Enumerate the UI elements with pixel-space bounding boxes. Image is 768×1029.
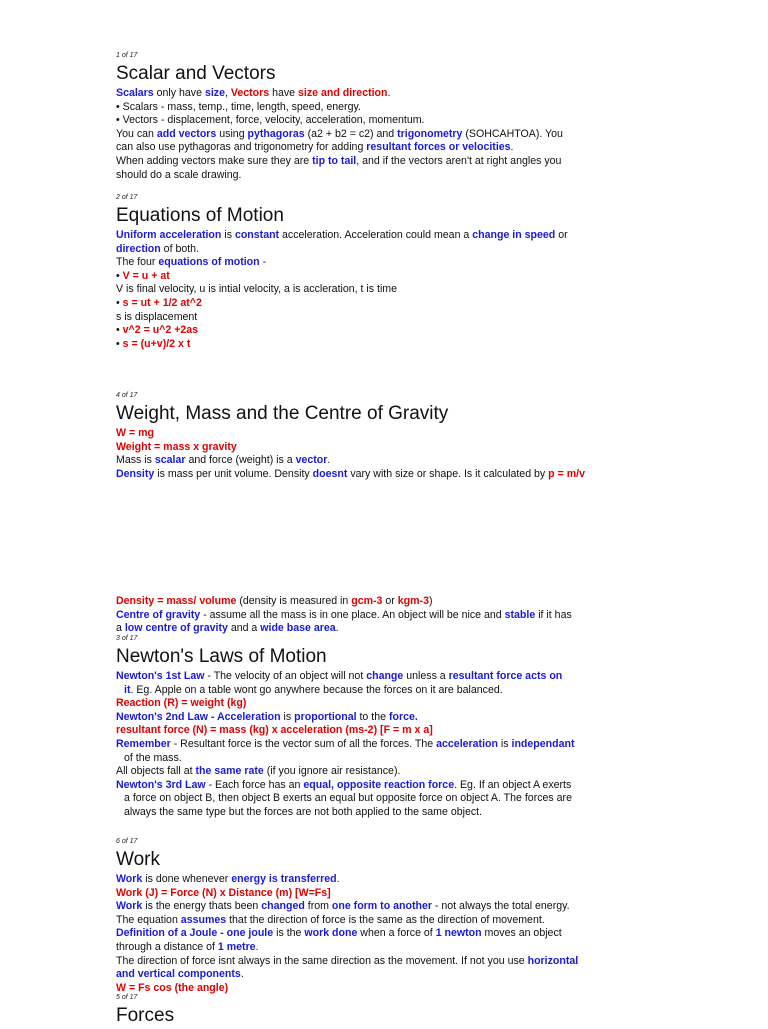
highlighted-term: Vectors	[230, 87, 270, 99]
card-title: Weight, Mass and the Centre of Gravity	[116, 403, 449, 424]
text-segment: . Eg. Apple on a table wont go anywhere because the forces on it are balanced.	[130, 683, 503, 696]
highlighted-term: Uniform acceleration	[116, 229, 222, 241]
text-line	[116, 622, 636, 636]
text-segment: of the mass.	[124, 751, 182, 764]
text-line	[116, 311, 636, 325]
highlighted-term: stable	[504, 608, 536, 621]
text-segment: (density is measured in	[236, 595, 352, 607]
text-line	[116, 684, 636, 698]
text-segment: •	[116, 269, 123, 282]
highlighted-term: Newton's 1st Law	[116, 670, 205, 682]
text-segment: - Each force has an	[205, 778, 304, 791]
highlighted-term: resultant force acts on	[448, 670, 563, 682]
highlighted-term: work done	[304, 927, 358, 940]
text-line	[116, 609, 636, 623]
text-line	[116, 338, 636, 352]
highlighted-term: Newton's 2nd Law - Acceleration	[116, 710, 281, 723]
highlighted-term: 1 newton	[435, 927, 482, 940]
highlighted-term: kgm-3	[397, 595, 429, 607]
text-segment: All objects fall at	[116, 765, 196, 778]
text-segment: acceleration. Acceleration could mean a	[279, 229, 473, 241]
text-line	[116, 427, 636, 441]
highlighted-term: one form to another	[331, 900, 432, 913]
text-segment: V is final velocity, u is intial velocity, a is accleration, t is time	[116, 283, 398, 296]
note-card	[116, 52, 636, 182]
highlighted-term: resultant force (N) = mass (kg) x acceleration (ms-2) [F = m x a]	[116, 724, 433, 737]
text-line	[116, 914, 636, 928]
text-line	[116, 324, 636, 338]
text-segment: is the	[273, 927, 305, 940]
highlighted-term: changed	[261, 900, 305, 913]
text-line	[116, 955, 636, 969]
highlighted-term: scalar	[154, 454, 186, 467]
text-segment: When adding vectors make sure they are	[116, 154, 313, 167]
text-line	[116, 101, 636, 115]
text-segment: •	[116, 296, 123, 309]
page-number: 1 of 17	[116, 52, 138, 59]
text-segment: .	[336, 873, 340, 885]
text-line	[116, 595, 636, 609]
text-segment: is	[280, 710, 295, 723]
note-card	[116, 838, 636, 995]
text-segment: - not always the total energy.	[431, 900, 570, 913]
highlighted-term: W = Fs cos (the angle)	[116, 981, 229, 994]
text-segment: unless a	[403, 670, 449, 682]
highlighted-term: Remember	[116, 737, 171, 750]
text-line	[116, 229, 636, 243]
highlighted-term: Work (J) = Force (N) x Distance (m) [W=Fs]	[116, 886, 331, 899]
highlighted-term: direction	[116, 242, 161, 255]
text-segment: and a	[227, 622, 261, 635]
note-card	[116, 635, 636, 820]
text-segment: .	[327, 454, 331, 467]
text-segment: and force (weight) is a	[185, 454, 296, 467]
highlighted-term: trigonometry	[397, 127, 463, 140]
highlighted-term: it	[124, 683, 131, 696]
highlighted-term: W = mg	[116, 427, 154, 439]
highlighted-term: energy is transferred	[231, 873, 337, 885]
text-segment: • Vectors - displacement, force, velocity, acceleration, momentum.	[116, 114, 425, 127]
text-segment: a force on object B, then object B exerts an equal but opposite force on object A. The forces are	[124, 792, 572, 805]
highlighted-term: horizontal	[527, 954, 579, 967]
text-line	[116, 887, 636, 901]
text-segment: through a distance of	[116, 940, 218, 953]
note-card	[116, 194, 636, 351]
text-line	[116, 243, 636, 257]
highlighted-term: V = u + at	[122, 269, 170, 282]
page-number: 3 of 17	[116, 635, 138, 642]
highlighted-term: s = ut + 1/2 at^2	[122, 296, 202, 309]
text-segment: or	[555, 229, 568, 241]
highlighted-term: size and direction	[298, 87, 388, 99]
text-segment: - Resultant force is the vector sum of all the forces. The	[170, 737, 437, 750]
text-segment: The equation	[116, 913, 181, 926]
text-segment: Mass is	[116, 454, 155, 467]
text-line	[116, 141, 636, 155]
text-segment: .	[240, 968, 244, 981]
text-segment: •	[116, 324, 123, 337]
text-line	[116, 779, 636, 793]
highlighted-term: equal, opposite reaction force	[303, 778, 455, 791]
text-segment: is	[221, 229, 235, 241]
text-segment: should do a scale drawing.	[116, 168, 242, 181]
text-segment: have	[269, 87, 299, 99]
text-segment: that the direction of force is the same as the direction of movement.	[226, 913, 545, 926]
highlighted-term: assumes	[180, 913, 227, 926]
highlighted-term: Centre of gravity	[116, 608, 201, 621]
text-line	[116, 738, 636, 752]
highlighted-term: Density = mass/ volume	[116, 595, 237, 607]
highlighted-term: equations of motion	[158, 256, 260, 269]
text-line	[116, 697, 636, 711]
card-title: Scalar and Vectors	[116, 63, 276, 84]
highlighted-term: Density	[116, 467, 155, 480]
text-line	[116, 968, 636, 982]
text-line	[116, 792, 636, 806]
highlighted-term: acceleration	[436, 737, 498, 750]
text-line	[116, 169, 636, 183]
highlighted-term: change in speed	[472, 229, 556, 241]
highlighted-term: constant	[234, 229, 280, 241]
highlighted-term: add vectors	[156, 127, 217, 140]
text-segment: only have	[153, 87, 205, 99]
highlighted-term: tip to tail	[312, 154, 357, 167]
text-segment: •	[116, 337, 123, 350]
text-line	[116, 900, 636, 914]
text-line	[116, 806, 636, 820]
page-number: 2 of 17	[116, 194, 138, 201]
text-segment: - The velocity of an object will not	[204, 670, 367, 682]
text-segment: when a force of	[357, 927, 436, 940]
highlighted-term: doesnt	[312, 467, 348, 480]
text-segment: (if you ignore air resistance).	[263, 765, 401, 778]
text-segment: .	[335, 622, 339, 635]
text-segment: is mass per unit volume. Density	[154, 467, 313, 480]
text-segment: -	[259, 256, 267, 269]
text-segment: or	[382, 595, 398, 607]
text-line	[116, 468, 636, 482]
text-segment: is the energy thats been	[142, 900, 262, 913]
text-segment: .	[387, 87, 391, 99]
text-segment: if it has	[535, 608, 572, 621]
highlighted-term: Work	[116, 873, 143, 885]
text-line	[116, 114, 636, 128]
text-segment: is	[497, 737, 512, 750]
text-segment: ,	[224, 87, 231, 99]
text-segment: • Scalars - mass, temp., time, length, speed, energy.	[116, 100, 361, 113]
text-segment: .	[255, 940, 259, 953]
highlighted-term: Definition of a Joule - one joule	[116, 927, 274, 940]
text-segment: can also use pythagoras and trigonometry for adding	[116, 141, 367, 154]
text-line	[116, 297, 636, 311]
card-title: Equations of Motion	[116, 205, 284, 226]
text-line	[116, 927, 636, 941]
text-segment: from	[304, 900, 332, 913]
text-line	[116, 941, 636, 955]
text-segment: - assume all the mass is in one place. An object will be nice and	[200, 608, 505, 621]
highlighted-term: and vertical components	[116, 968, 241, 981]
text-line	[116, 128, 636, 142]
highlighted-term: vector	[295, 454, 328, 467]
text-segment: a	[116, 622, 125, 635]
highlighted-term: low centre of gravity	[124, 622, 228, 635]
highlighted-term: size	[204, 87, 225, 99]
page-number: 6 of 17	[116, 838, 138, 845]
text-line	[116, 752, 636, 766]
card-title: Forces	[116, 1005, 175, 1026]
card-title: Work	[116, 849, 160, 870]
text-line	[116, 256, 636, 270]
highlighted-term: gcm-3	[351, 595, 383, 607]
text-segment: of both.	[160, 242, 200, 255]
highlighted-term: change	[366, 670, 404, 682]
highlighted-term: resultant forces or velocities	[366, 141, 511, 154]
highlighted-term: wide base area	[260, 622, 336, 635]
text-segment: always the same type but the forces are not both applied to the same object.	[124, 805, 483, 818]
highlighted-term: Scalars	[116, 87, 154, 99]
highlighted-term: Newton's 3rd Law	[116, 778, 206, 791]
text-segment: (SOHCAHTOA). You	[462, 127, 563, 140]
text-segment: is done whenever	[142, 873, 232, 885]
text-segment: , and if the vectors aren't at right angles you	[356, 154, 562, 167]
highlighted-term: Work	[116, 900, 143, 913]
highlighted-term: the same rate	[195, 765, 264, 778]
text-segment: You can	[116, 127, 157, 140]
text-line	[116, 87, 636, 101]
highlighted-term: independant	[511, 737, 575, 750]
highlighted-term: s = (u+v)/2 x t	[122, 337, 191, 350]
highlighted-term: Reaction (R) = weight (kg)	[116, 697, 247, 710]
text-line	[116, 270, 636, 284]
highlighted-term: p = m/v	[548, 467, 585, 480]
text-segment: s is displacement	[116, 310, 198, 323]
highlighted-term: Weight = mass x gravity	[116, 440, 237, 453]
text-segment: to the	[356, 710, 389, 723]
text-segment: )	[428, 595, 433, 607]
highlighted-term: 1 metre	[217, 940, 256, 953]
highlighted-term: proportional	[294, 710, 357, 723]
highlighted-term: pythagoras	[247, 127, 305, 140]
text-segment: vary with size or shape. Is it calculated by	[347, 467, 549, 480]
text-line	[116, 454, 636, 468]
text-segment: moves an object	[481, 927, 562, 940]
highlighted-term: force.	[388, 710, 418, 723]
text-line	[116, 670, 636, 684]
page-number: 5 of 17	[116, 994, 138, 1001]
text-segment: The four	[116, 256, 159, 269]
text-line	[116, 711, 636, 725]
text-segment: (a2 + b2 = c2) and	[304, 127, 398, 140]
text-line	[116, 441, 636, 455]
text-line	[116, 283, 636, 297]
text-segment: . Eg. If an object A exerts	[454, 778, 572, 791]
text-segment: The direction of force isnt always in the same direction as the movement. If not you use	[116, 954, 528, 967]
page-number: 4 of 17	[116, 392, 138, 399]
text-line	[116, 724, 636, 738]
text-line	[116, 873, 636, 887]
note-card	[116, 595, 636, 636]
text-line	[116, 765, 636, 779]
text-segment: .	[510, 141, 514, 154]
note-card	[116, 392, 636, 481]
highlighted-term: v^2 = u^2 +2as	[122, 324, 199, 337]
text-line	[116, 155, 636, 169]
card-title: Newton's Laws of Motion	[116, 646, 327, 667]
text-segment: using	[216, 127, 248, 140]
